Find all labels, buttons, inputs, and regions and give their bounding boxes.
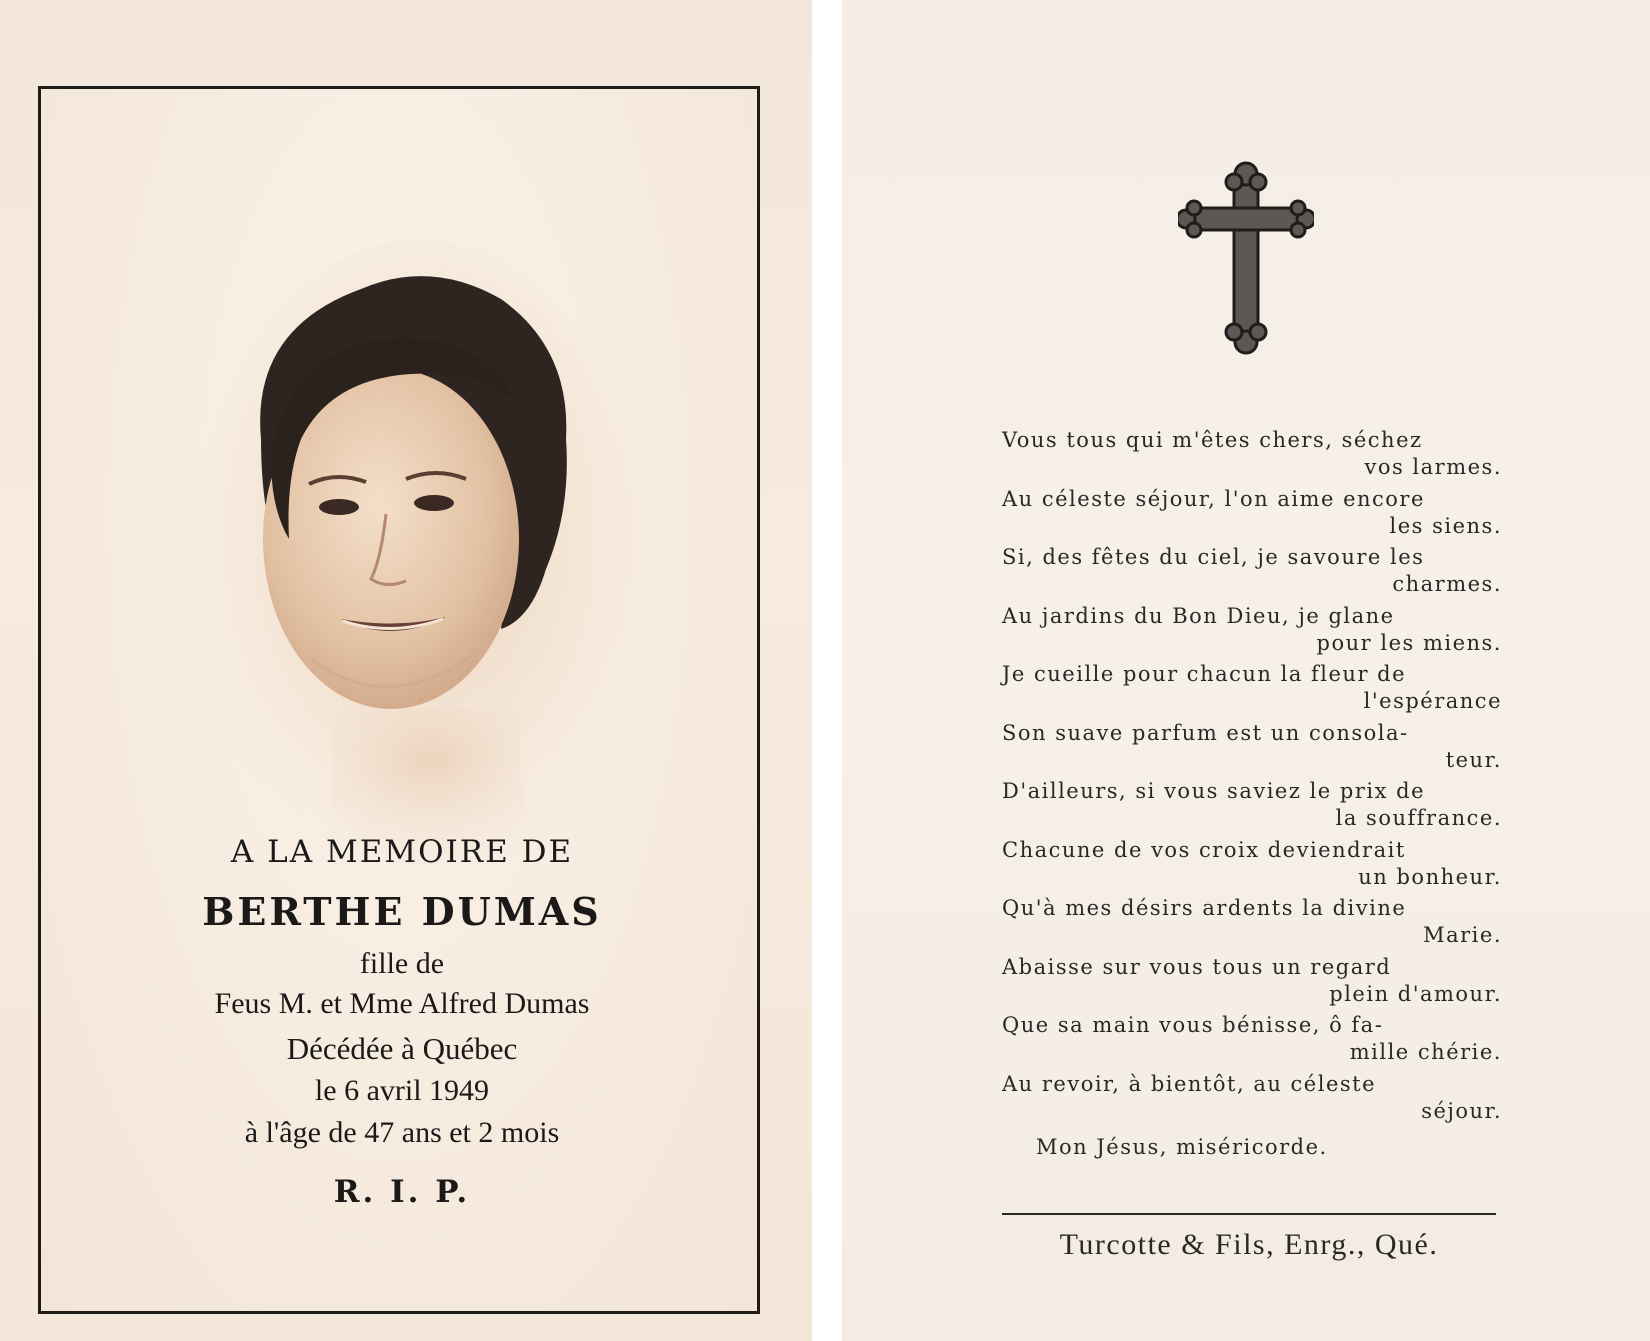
deceased-name: BERTHE DUMAS [202, 889, 602, 934]
poem-line: Chacune de vos croix deviendrait [1002, 837, 1406, 862]
cross-icon [1178, 160, 1314, 356]
poem-line: Si, des fêtes du ciel, je savoure les [1002, 545, 1425, 569]
death-date-line: le 6 avril 1949 [314, 1074, 490, 1107]
poem-line-continuation: Marie. [1423, 923, 1502, 947]
poem-line: Au céleste séjour, l'on aime encore [1002, 486, 1425, 511]
memorial-card-back [842, 0, 1650, 1341]
poem-line: Au revoir, à bientôt, au céleste [1002, 1071, 1377, 1096]
printer-imprint: Turcotte & Fils, Enrg., Qué. [1059, 1228, 1439, 1261]
poem-stanza [1002, 838, 1502, 897]
poem-line-continuation: les siens. [1389, 513, 1502, 538]
poem-stanza [1002, 428, 1502, 487]
poem-line-continuation: mille chérie. [1349, 1040, 1502, 1064]
card-border-frame [38, 86, 760, 1314]
poem-stanza [1002, 487, 1502, 546]
rip-text: R. I. P. [333, 1174, 471, 1210]
memorial-card-front [0, 0, 812, 1341]
memorial-heading: A LA MEMOIRE DE [230, 834, 574, 870]
poem-text [1002, 428, 1502, 1130]
poem-stanza [1002, 896, 1502, 955]
poem-line-continuation: séjour. [1421, 1098, 1502, 1123]
poem-line: Son suave parfum est un consola- [1002, 720, 1409, 745]
poem-line: D'ailleurs, si vous saviez le prix de [1002, 779, 1425, 803]
poem-line-continuation: la souffrance. [1335, 806, 1502, 830]
poem-line: Que sa main vous bénisse, ô fa- [1002, 1013, 1384, 1037]
portrait-photo [191, 239, 651, 909]
poem-line-continuation: vos larmes. [1364, 455, 1502, 479]
poem-line: Je cueille pour chacun la fleur de [1002, 662, 1407, 686]
deceased-place-line: Décédée à Québec [286, 1031, 518, 1066]
poem-stanza [1002, 1013, 1502, 1072]
poem-line: Abaisse sur vous tous un regard [1002, 954, 1392, 979]
poem-line-continuation: plein d'amour. [1329, 981, 1502, 1006]
poem-stanza [1002, 955, 1502, 1014]
parents-line: Feus M. et Mme Alfred Dumas [214, 987, 590, 1020]
poem-line-continuation: teur. [1445, 747, 1502, 772]
poem-line-continuation: pour les miens. [1316, 630, 1502, 655]
daughter-of-line: fille de [359, 947, 445, 980]
poem-stanza [1002, 604, 1502, 663]
poem-line-continuation: un bonheur. [1358, 864, 1502, 889]
poem-stanza [1002, 545, 1502, 604]
poem-stanza [1002, 1072, 1502, 1131]
closing-prayer: Mon Jésus, miséricorde. [1036, 1135, 1328, 1159]
poem-stanza [1002, 721, 1502, 780]
poem-line-continuation: charmes. [1392, 572, 1502, 596]
poem-line-continuation: l'espérance [1363, 689, 1502, 713]
poem-stanza [1002, 779, 1502, 838]
poem-line: Qu'à mes désirs ardents la divine [1002, 896, 1407, 920]
age-line: à l'âge de 47 ans et 2 mois [244, 1116, 560, 1149]
poem-stanza [1002, 662, 1502, 721]
divider-rule [1002, 1213, 1496, 1215]
poem-line: Au jardins du Bon Dieu, je glane [1002, 603, 1395, 628]
poem-line: Vous tous qui m'êtes chers, séchez [1002, 428, 1423, 452]
